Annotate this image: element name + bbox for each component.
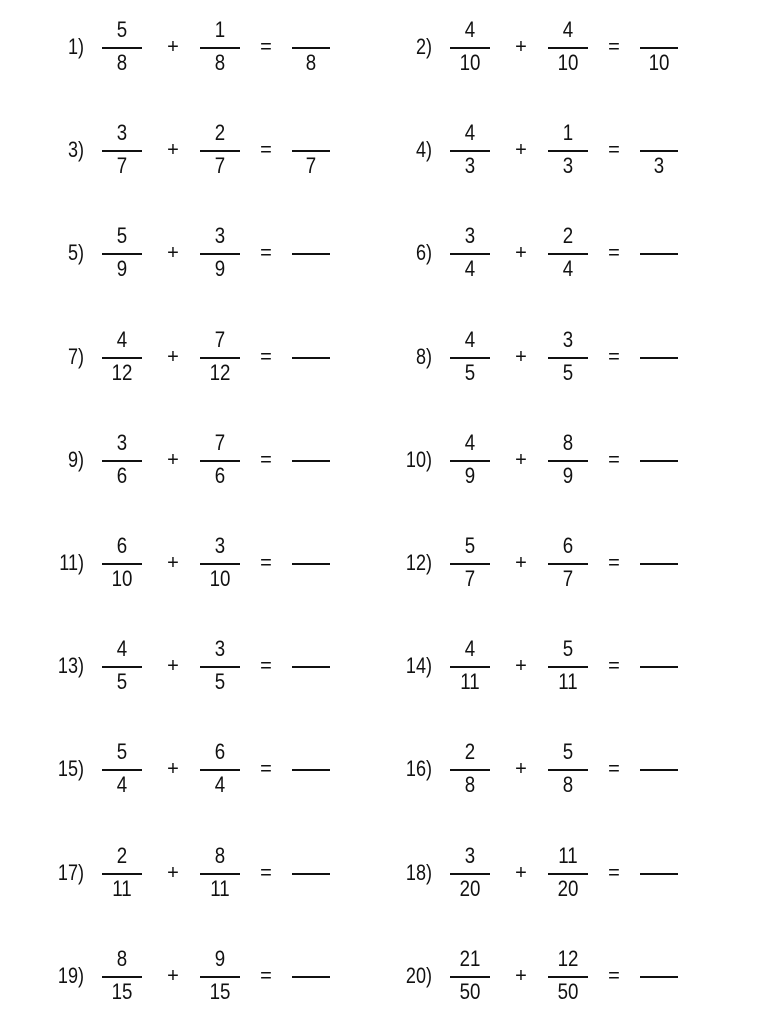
answer-denominator: 8 — [305, 50, 317, 75]
fraction-bar — [450, 666, 490, 668]
addend-fraction-2 — [548, 734, 588, 804]
fraction-bar — [102, 873, 142, 875]
addend-fraction-2 — [548, 12, 588, 82]
plus-sign: + — [167, 242, 179, 265]
numerator: 2 — [116, 842, 128, 868]
denominator: 4 — [116, 772, 128, 798]
addend-fraction-2 — [548, 218, 588, 288]
problem-number: 2) — [415, 34, 432, 59]
addend-fraction-1 — [102, 12, 142, 82]
equals-sign: = — [608, 139, 620, 162]
problem-number: 11) — [59, 550, 84, 575]
plus-sign: + — [167, 861, 179, 884]
problem-9 — [52, 425, 392, 495]
equals-sign: = — [260, 345, 272, 368]
equals-sign: = — [260, 36, 272, 58]
equals-sign: = — [608, 655, 620, 678]
equals-sign: = — [260, 861, 272, 884]
fraction-bar — [450, 873, 490, 875]
numerator: 4 — [464, 17, 476, 42]
denominator: 15 — [111, 978, 133, 1004]
addend-fraction-2 — [200, 322, 240, 392]
addend-fraction-1 — [102, 425, 142, 495]
problem-number: 15) — [57, 756, 84, 782]
answer-line — [292, 666, 330, 668]
equals-sign: = — [260, 242, 272, 265]
fraction-bar — [548, 769, 588, 771]
addend-fraction-2 — [200, 734, 240, 804]
plus-sign: + — [515, 758, 527, 781]
problem-2 — [400, 12, 740, 82]
plus-sign: + — [515, 861, 527, 884]
addend-fraction-1 — [450, 218, 490, 288]
denominator: 8 — [562, 772, 574, 798]
numerator: 4 — [116, 636, 128, 662]
numerator: 5 — [464, 533, 476, 558]
numerator: 5 — [116, 17, 128, 42]
answer-line — [292, 769, 330, 771]
equals-sign: = — [608, 861, 620, 884]
problem-number: 5) — [67, 240, 84, 266]
addend-fraction-1 — [102, 322, 142, 392]
answer-blank[interactable] — [640, 941, 678, 1011]
denominator: 50 — [459, 978, 481, 1004]
plus-sign: + — [515, 448, 527, 471]
fraction-bar — [548, 563, 588, 565]
fraction-bar — [102, 47, 142, 49]
problem-number: 4) — [415, 137, 432, 163]
denominator: 3 — [562, 153, 574, 179]
fraction-bar — [450, 769, 490, 771]
problem-number: 19) — [57, 962, 84, 988]
answer-blank[interactable] — [640, 631, 678, 701]
addend-fraction-1 — [102, 941, 142, 1011]
numerator: 8 — [562, 429, 574, 455]
fraction-bar — [102, 563, 142, 565]
fraction-bar — [548, 150, 588, 152]
fraction-bar — [200, 976, 240, 978]
addend-fraction-1 — [102, 218, 142, 288]
denominator: 9 — [464, 462, 476, 488]
numerator: 12 — [557, 945, 579, 971]
numerator: 6 — [562, 533, 574, 558]
denominator: 12 — [209, 359, 231, 385]
numerator: 8 — [116, 945, 128, 971]
denominator: 7 — [116, 153, 128, 179]
problem-20 — [400, 941, 740, 1011]
answer-line — [292, 460, 330, 462]
denominator: 20 — [557, 875, 579, 901]
problem-number: 1) — [67, 34, 84, 59]
denominator: 9 — [116, 256, 128, 282]
denominator: 7 — [464, 566, 476, 591]
fraction-bar — [200, 357, 240, 359]
answer-blank[interactable] — [292, 322, 330, 392]
denominator: 5 — [562, 359, 574, 385]
plus-sign: + — [167, 964, 179, 987]
addend-fraction-1 — [450, 425, 490, 495]
problem-11 — [52, 528, 392, 598]
numerator: 1 — [562, 120, 574, 146]
numerator: 5 — [116, 223, 128, 249]
fraction-bar — [548, 976, 588, 978]
equals-sign: = — [608, 448, 620, 471]
answer-line — [640, 563, 678, 565]
numerator: 2 — [464, 739, 476, 765]
numerator: 5 — [562, 739, 574, 765]
denominator: 6 — [214, 462, 226, 488]
answer-blank[interactable] — [292, 631, 330, 701]
fraction-bar — [548, 357, 588, 359]
numerator: 7 — [214, 326, 226, 352]
answer-line — [292, 357, 330, 359]
addend-fraction-1 — [450, 838, 490, 908]
denominator: 7 — [562, 566, 574, 591]
equals-sign: = — [260, 655, 272, 678]
numerator: 5 — [562, 636, 574, 662]
addend-fraction-1 — [450, 941, 490, 1011]
addend-fraction-1 — [102, 838, 142, 908]
addend-fraction-1 — [102, 734, 142, 804]
denominator: 5 — [464, 359, 476, 385]
addend-fraction-2 — [548, 838, 588, 908]
numerator: 3 — [116, 429, 128, 455]
denominator: 5 — [116, 669, 128, 695]
answer-blank[interactable] — [640, 322, 678, 392]
fraction-bar — [548, 873, 588, 875]
answer-denominator: 7 — [305, 153, 317, 179]
answer-line — [640, 253, 678, 255]
answer-blank[interactable] — [292, 941, 330, 1011]
problem-17 — [52, 838, 392, 908]
answer-line — [640, 769, 678, 771]
addend-fraction-1 — [102, 115, 142, 185]
plus-sign: + — [515, 36, 527, 58]
answer-blank[interactable] — [640, 218, 678, 288]
equals-sign: = — [260, 964, 272, 987]
denominator: 8 — [214, 50, 226, 75]
problem-number: 10) — [405, 446, 432, 472]
fraction-bar — [200, 563, 240, 565]
fraction-bar — [200, 666, 240, 668]
answer-blank[interactable] — [640, 528, 678, 598]
problem-number: 13) — [57, 653, 84, 679]
problem-13 — [52, 631, 392, 701]
problem-14 — [400, 631, 740, 701]
denominator: 10 — [557, 50, 579, 75]
addend-fraction-1 — [450, 734, 490, 804]
equals-sign: = — [260, 139, 272, 162]
answer-line — [640, 666, 678, 668]
denominator: 11 — [112, 875, 132, 901]
plus-sign: + — [167, 36, 179, 58]
problem-number: 16) — [405, 756, 432, 782]
answer-line — [640, 976, 678, 978]
answer-line — [640, 47, 678, 49]
plus-sign: + — [515, 964, 527, 987]
denominator: 9 — [214, 256, 226, 282]
denominator: 7 — [214, 153, 226, 179]
equals-sign: = — [608, 758, 620, 781]
answer-line — [640, 150, 678, 152]
problem-number: 18) — [405, 859, 432, 885]
numerator: 4 — [464, 120, 476, 146]
answer-line — [640, 873, 678, 875]
fraction-bar — [102, 976, 142, 978]
fraction-bar — [450, 47, 490, 49]
fraction-bar — [450, 976, 490, 978]
fraction-bar — [450, 150, 490, 152]
denominator: 15 — [209, 978, 231, 1004]
fraction-bar — [102, 357, 142, 359]
answer-blank[interactable] — [640, 12, 678, 82]
plus-sign: + — [167, 552, 179, 574]
numerator: 3 — [214, 636, 226, 662]
equals-sign: = — [608, 964, 620, 987]
numerator: 21 — [459, 945, 481, 971]
problem-number: 8) — [415, 343, 432, 369]
addend-fraction-2 — [200, 115, 240, 185]
fraction-bar — [548, 460, 588, 462]
problem-3 — [52, 115, 392, 185]
fraction-bar — [450, 563, 490, 565]
answer-line — [292, 976, 330, 978]
problem-number: 14) — [405, 653, 432, 679]
fraction-bar — [548, 253, 588, 255]
answer-blank[interactable] — [292, 425, 330, 495]
numerator: 6 — [214, 739, 226, 765]
fraction-bar — [200, 460, 240, 462]
denominator: 11 — [210, 875, 230, 901]
equals-sign: = — [608, 552, 620, 574]
addend-fraction-2 — [200, 12, 240, 82]
problem-16 — [400, 734, 740, 804]
denominator: 3 — [464, 153, 476, 179]
addend-fraction-2 — [548, 941, 588, 1011]
plus-sign: + — [515, 139, 527, 162]
numerator: 8 — [214, 842, 226, 868]
equals-sign: = — [608, 345, 620, 368]
answer-denominator: 10 — [648, 50, 670, 75]
addend-fraction-2 — [200, 631, 240, 701]
equals-sign: = — [260, 552, 272, 574]
problem-10 — [400, 425, 740, 495]
addend-fraction-1 — [102, 631, 142, 701]
fraction-bar — [548, 47, 588, 49]
denominator: 6 — [116, 462, 128, 488]
addend-fraction-1 — [102, 528, 142, 598]
fraction-bar — [102, 253, 142, 255]
answer-blank[interactable] — [640, 425, 678, 495]
problem-6 — [400, 218, 740, 288]
answer-line — [640, 460, 678, 462]
numerator: 4 — [464, 636, 476, 662]
addend-fraction-1 — [450, 12, 490, 82]
addend-fraction-2 — [548, 631, 588, 701]
plus-sign: + — [167, 345, 179, 368]
problem-7 — [52, 322, 392, 392]
numerator: 3 — [116, 120, 128, 146]
denominator: 4 — [214, 772, 226, 798]
plus-sign: + — [167, 139, 179, 162]
problem-number: 17) — [57, 859, 84, 885]
answer-line — [292, 47, 330, 49]
answer-line — [292, 253, 330, 255]
problem-number: 3) — [67, 137, 84, 163]
plus-sign: + — [515, 552, 527, 574]
denominator: 11 — [460, 669, 480, 695]
answer-line — [292, 563, 330, 565]
numerator: 5 — [116, 739, 128, 765]
addend-fraction-2 — [200, 528, 240, 598]
numerator: 7 — [214, 429, 226, 455]
numerator: 2 — [214, 120, 226, 146]
denominator: 11 — [558, 669, 578, 695]
equals-sign: = — [608, 242, 620, 265]
equals-sign: = — [260, 448, 272, 471]
problem-5 — [52, 218, 392, 288]
problem-number: 6) — [415, 240, 432, 266]
answer-blank[interactable] — [292, 734, 330, 804]
fraction-bar — [200, 769, 240, 771]
addend-fraction-1 — [450, 631, 490, 701]
addend-fraction-2 — [200, 425, 240, 495]
problem-1 — [52, 12, 392, 82]
equals-sign: = — [260, 758, 272, 781]
addend-fraction-2 — [200, 941, 240, 1011]
denominator: 10 — [111, 566, 133, 591]
numerator: 3 — [464, 223, 476, 249]
fraction-bar — [102, 666, 142, 668]
problem-number: 20) — [405, 962, 432, 988]
addend-fraction-2 — [200, 218, 240, 288]
fraction-bar — [200, 873, 240, 875]
problem-number: 12) — [405, 550, 432, 575]
answer-blank[interactable] — [640, 838, 678, 908]
fraction-bar — [450, 253, 490, 255]
fraction-bar — [548, 666, 588, 668]
equals-sign: = — [608, 36, 620, 58]
denominator: 8 — [464, 772, 476, 798]
addend-fraction-1 — [450, 528, 490, 598]
numerator: 6 — [116, 533, 128, 558]
numerator: 4 — [464, 429, 476, 455]
problem-19 — [52, 941, 392, 1011]
answer-line — [292, 150, 330, 152]
denominator: 12 — [111, 359, 133, 385]
denominator: 4 — [464, 256, 476, 282]
answer-line — [292, 873, 330, 875]
numerator: 4 — [562, 17, 574, 42]
plus-sign: + — [167, 655, 179, 678]
denominator: 9 — [562, 462, 574, 488]
fraction-bar — [450, 357, 490, 359]
denominator: 5 — [214, 669, 226, 695]
addend-fraction-2 — [548, 115, 588, 185]
numerator: 11 — [558, 842, 578, 868]
answer-blank[interactable] — [292, 838, 330, 908]
numerator: 4 — [464, 326, 476, 352]
fraction-bar — [102, 460, 142, 462]
answer-blank[interactable] — [292, 12, 330, 82]
plus-sign: + — [515, 242, 527, 265]
plus-sign: + — [167, 448, 179, 471]
answer-blank[interactable] — [292, 528, 330, 598]
problem-number: 7) — [67, 343, 84, 369]
answer-blank[interactable] — [640, 734, 678, 804]
fraction-bar — [200, 150, 240, 152]
numerator: 2 — [562, 223, 574, 249]
plus-sign: + — [515, 655, 527, 678]
numerator: 3 — [214, 533, 226, 558]
answer-line — [640, 357, 678, 359]
addend-fraction-2 — [548, 322, 588, 392]
numerator: 3 — [562, 326, 574, 352]
plus-sign: + — [167, 758, 179, 781]
denominator: 4 — [562, 256, 574, 282]
answer-blank[interactable] — [640, 115, 678, 185]
problem-8 — [400, 322, 740, 392]
denominator: 20 — [459, 875, 481, 901]
addend-fraction-2 — [200, 838, 240, 908]
problem-15 — [52, 734, 392, 804]
addend-fraction-2 — [548, 425, 588, 495]
answer-denominator: 3 — [653, 153, 665, 179]
plus-sign: + — [515, 345, 527, 368]
problem-12 — [400, 528, 740, 598]
problem-4 — [400, 115, 740, 185]
numerator: 1 — [214, 17, 226, 42]
numerator: 9 — [214, 945, 226, 971]
addend-fraction-1 — [450, 322, 490, 392]
fraction-bar — [450, 460, 490, 462]
addend-fraction-1 — [450, 115, 490, 185]
fraction-bar — [102, 150, 142, 152]
addend-fraction-2 — [548, 528, 588, 598]
denominator: 8 — [116, 50, 128, 75]
answer-blank[interactable] — [292, 218, 330, 288]
denominator: 50 — [557, 978, 579, 1004]
denominator: 10 — [209, 566, 231, 591]
numerator: 4 — [116, 326, 128, 352]
numerator: 3 — [214, 223, 226, 249]
problem-18 — [400, 838, 740, 908]
fraction-bar — [200, 253, 240, 255]
fraction-bar — [200, 47, 240, 49]
problem-number: 9) — [67, 446, 84, 472]
denominator: 10 — [459, 50, 481, 75]
fraction-bar — [102, 769, 142, 771]
answer-blank[interactable] — [292, 115, 330, 185]
numerator: 3 — [464, 842, 476, 868]
